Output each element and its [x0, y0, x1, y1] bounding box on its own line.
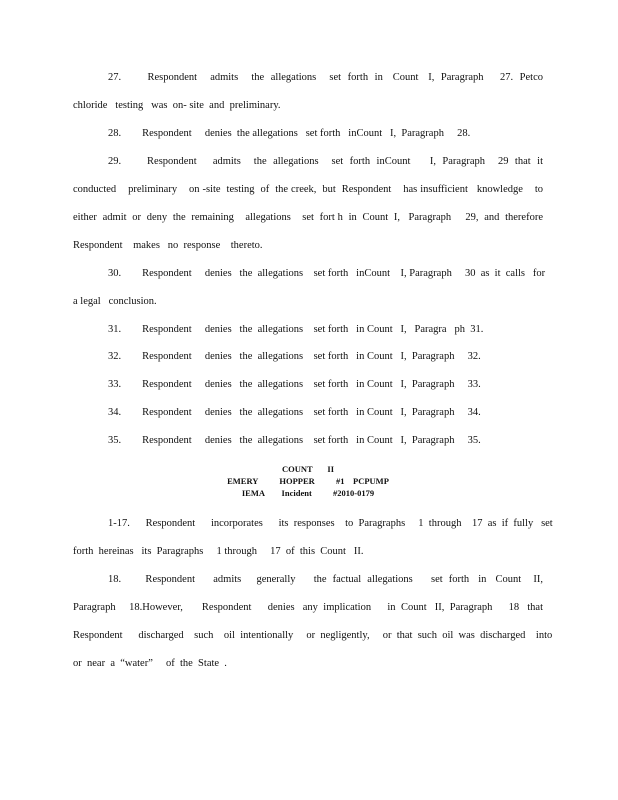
paragraph-line: 27. Respondent admits the allegations set forth in Count I, Paragraph 27. Petco: [108, 72, 543, 83]
paragraph-line: 31. Respondent denies the allegations set forth in Count I, Paragra ph 31.: [108, 324, 484, 335]
paragraph-34: [73, 399, 543, 427]
paragraph-line: either admit or deny the remaining allegations set fort h in Count I, Paragraph 29, and therefore: [73, 212, 543, 223]
paragraph-line: or near a “water” of the State .: [73, 658, 227, 669]
paragraph-line: conducted preliminary on -site testing of the creek, but Respondent has insufficient knowledge to: [73, 184, 543, 195]
paragraph-line: Respondent discharged such oil intentionally or negligently, or that such oil was discharged into: [73, 630, 553, 641]
paragraph-line: 32. Respondent denies the allegations set forth in Count I, Paragraph 32.: [108, 351, 481, 362]
paragraph-27: [73, 64, 543, 120]
paragraph-line: Respondent makes no response thereto.: [73, 240, 263, 251]
heading-line: IEMA Incident #2010-0179: [241, 488, 375, 498]
paragraph-32: [73, 343, 543, 371]
count-ii-heading: [73, 463, 543, 499]
paragraph-line: 30. Respondent denies the allegations set forth inCount I, Paragraph 30 as it calls for: [108, 268, 546, 279]
paragraph-line: 28. Respondent denies the allegations set forth inCount I, Paragraph 28.: [108, 128, 471, 139]
paragraph-line: 18. Respondent admits generally the factual allegations set forth in Count II,: [108, 574, 543, 585]
heading-line: EMERY HOPPER #1 PCPUMP: [227, 476, 389, 486]
paragraph-line: chloride testing was on- site and preliminary.: [73, 100, 281, 111]
paragraph-line: 34. Respondent denies the allegations set forth in Count I, Paragraph 34.: [108, 407, 481, 418]
heading-line: COUNT II: [281, 464, 335, 474]
paragraph-line: 29. Respondent admits the allegations set forth inCount I, Paragraph 29 that it: [108, 156, 543, 167]
paragraph-line: 33. Respondent denies the allegations set forth in Count I, Paragraph 33.: [108, 379, 481, 390]
paragraph-line: a legal conclusion.: [73, 296, 157, 307]
paragraph-35: [73, 427, 543, 455]
paragraph-line: Paragraph 18.However, Respondent denies any implication in Count II, Paragraph 18 that: [73, 602, 543, 613]
paragraph-28: [73, 120, 543, 148]
paragraph-18: [73, 566, 553, 678]
paragraph-line: 1-17. Respondent incorporates its responses to Paragraphs 1 through 17 as if fully set: [108, 518, 553, 529]
paragraph-line: 35. Respondent denies the allegations set forth in Count I, Paragraph 35.: [108, 435, 481, 446]
paragraph-line: forth hereinas its Paragraphs 1 through 17 of this Count II.: [73, 546, 364, 557]
paragraph-31: [73, 316, 543, 344]
paragraph-29: [73, 148, 543, 260]
paragraph-33: [73, 371, 543, 399]
paragraph-1-17: [73, 510, 553, 566]
paragraph-30: [73, 260, 546, 316]
